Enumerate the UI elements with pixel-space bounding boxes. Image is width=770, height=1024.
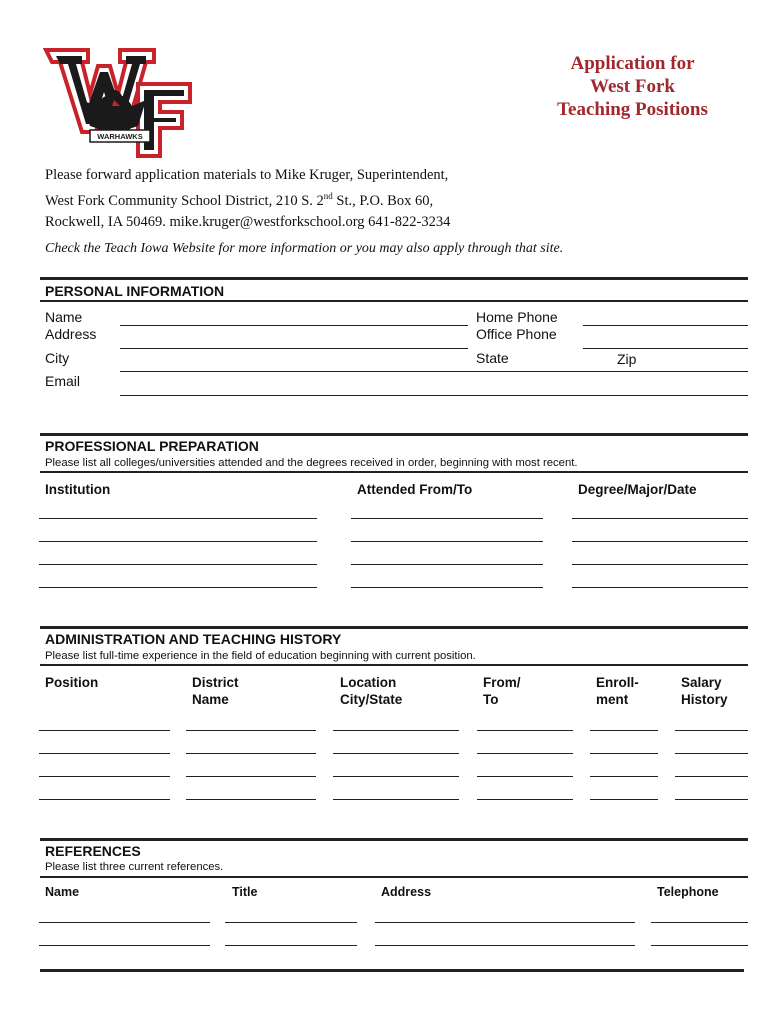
institution-field[interactable] [39, 518, 317, 519]
logo-banner-text: WARHAWKS [97, 132, 143, 141]
section-divider [40, 876, 748, 878]
position-field[interactable] [39, 730, 170, 731]
intro-address-text: West Fork Community School District, 210 S. 2 [45, 192, 324, 209]
enrollment-field[interactable] [590, 753, 658, 754]
attended-field[interactable] [351, 518, 543, 519]
school-logo [42, 44, 197, 162]
ref-address-field[interactable] [375, 945, 635, 946]
email-label: Email [45, 373, 81, 389]
ref-telephone-field[interactable] [651, 922, 748, 923]
location-field[interactable] [333, 730, 459, 731]
from-to-field[interactable] [477, 776, 573, 777]
column-header-line: Salary [681, 675, 722, 690]
office-phone-field[interactable] [583, 348, 748, 349]
ref-title-field[interactable] [225, 945, 357, 946]
from-to-field[interactable] [477, 753, 573, 754]
column-header-line: ment [596, 692, 629, 707]
column-header-line: From/ [483, 675, 521, 690]
degree-field[interactable] [572, 587, 748, 588]
section-divider [40, 277, 748, 280]
city-field[interactable] [120, 371, 748, 372]
enrollment-field[interactable] [590, 776, 658, 777]
column-header-line: District [192, 675, 239, 690]
column-header-line: Position [45, 675, 99, 690]
intro-text [45, 165, 735, 233]
salary-field[interactable] [675, 776, 748, 777]
degree-field[interactable] [572, 541, 748, 542]
column-header-institution: Institution [45, 482, 111, 497]
ref-address-field[interactable] [375, 922, 635, 923]
column-header-position [45, 674, 98, 691]
institution-field[interactable] [39, 564, 317, 565]
intro-superscript: nd [323, 191, 333, 201]
home-phone-label: Home Phone [476, 309, 558, 325]
from-to-field[interactable] [477, 730, 573, 731]
column-header-degree: Degree/Major/Date [578, 482, 697, 497]
references-instructions: Please list three current references. [45, 861, 224, 873]
column-header-from-to [483, 674, 521, 708]
attended-field[interactable] [351, 587, 543, 588]
section-divider [40, 838, 748, 841]
section-title-personal: PERSONAL INFORMATION [45, 283, 225, 299]
history-instructions: Please list full-time experience in the field of education beginning with current position. [45, 650, 476, 662]
salary-field[interactable] [675, 730, 748, 731]
ref-telephone-field[interactable] [651, 945, 748, 946]
column-header-district [192, 674, 239, 708]
name-label: Name [45, 309, 83, 325]
degree-field[interactable] [572, 564, 748, 565]
section-divider [40, 969, 744, 972]
column-header-ref-address: Address [381, 885, 432, 899]
location-field[interactable] [333, 753, 459, 754]
page-title [540, 52, 725, 121]
professional-instructions: Please list all colleges/universities attended and the degrees received in order, beginning with most recent. [45, 457, 578, 469]
intro-address-text: St., P.O. Box 60, [332, 192, 434, 209]
address-field[interactable] [120, 348, 468, 349]
zip-label: Zip [617, 351, 637, 367]
column-header-ref-name: Name [45, 885, 80, 899]
teach-iowa-note: Check the Teach Iowa Website for more information or you may also apply through that site. [45, 241, 564, 256]
ref-name-field[interactable] [39, 945, 210, 946]
title-line: Application for [570, 53, 695, 74]
column-header-ref-title: Title [232, 885, 258, 899]
column-header-location [340, 674, 402, 708]
column-header-line: Name [192, 692, 229, 707]
section-title-references: REFERENCES [45, 843, 141, 859]
district-field[interactable] [186, 799, 316, 800]
enrollment-field[interactable] [590, 799, 658, 800]
city-label: City [45, 350, 70, 366]
title-line: West Fork [590, 76, 675, 97]
title-line: Teaching Positions [557, 99, 708, 120]
name-field[interactable] [120, 325, 468, 326]
column-header-line: Enroll- [596, 675, 639, 690]
ref-title-field[interactable] [225, 922, 357, 923]
district-field[interactable] [186, 776, 316, 777]
section-title-professional: PROFESSIONAL PREPARATION [45, 438, 259, 454]
column-header-line: History [681, 692, 728, 707]
office-phone-label: Office Phone [476, 326, 557, 342]
salary-field[interactable] [675, 753, 748, 754]
section-divider [40, 433, 748, 436]
section-divider [40, 664, 748, 666]
section-title-history: ADMINISTRATION AND TEACHING HISTORY [45, 631, 342, 647]
intro-line: Please forward application materials to Mike Kruger, Superintendent, [45, 167, 449, 183]
institution-field[interactable] [39, 587, 317, 588]
institution-field[interactable] [39, 541, 317, 542]
degree-field[interactable] [572, 518, 748, 519]
position-field[interactable] [39, 753, 170, 754]
section-divider [40, 471, 748, 473]
state-label: State [476, 350, 509, 366]
intro-line [45, 186, 735, 212]
enrollment-field[interactable] [590, 730, 658, 731]
attended-field[interactable] [351, 564, 543, 565]
column-header-line: To [483, 692, 499, 707]
attended-field[interactable] [351, 541, 543, 542]
ref-name-field[interactable] [39, 922, 210, 923]
intro-line: Rockwell, IA 50469. mike.kruger@westforkschool.org 641-822-3234 [45, 213, 451, 230]
column-header-enrollment [596, 674, 639, 708]
email-field[interactable] [120, 395, 748, 396]
column-header-attended: Attended From/To [357, 482, 473, 497]
section-divider [40, 626, 748, 629]
column-header-line: City/State [340, 692, 403, 707]
position-field[interactable] [39, 799, 170, 800]
home-phone-field[interactable] [583, 325, 748, 326]
location-field[interactable] [333, 799, 459, 800]
location-field[interactable] [333, 776, 459, 777]
from-to-field[interactable] [477, 799, 573, 800]
column-header-ref-telephone: Telephone [657, 885, 719, 899]
section-divider [40, 300, 748, 302]
column-header-salary [681, 674, 728, 708]
district-field[interactable] [186, 730, 316, 731]
address-label: Address [45, 326, 97, 342]
column-header-line: Location [340, 675, 397, 690]
district-field[interactable] [186, 753, 316, 754]
salary-field[interactable] [675, 799, 748, 800]
position-field[interactable] [39, 776, 170, 777]
